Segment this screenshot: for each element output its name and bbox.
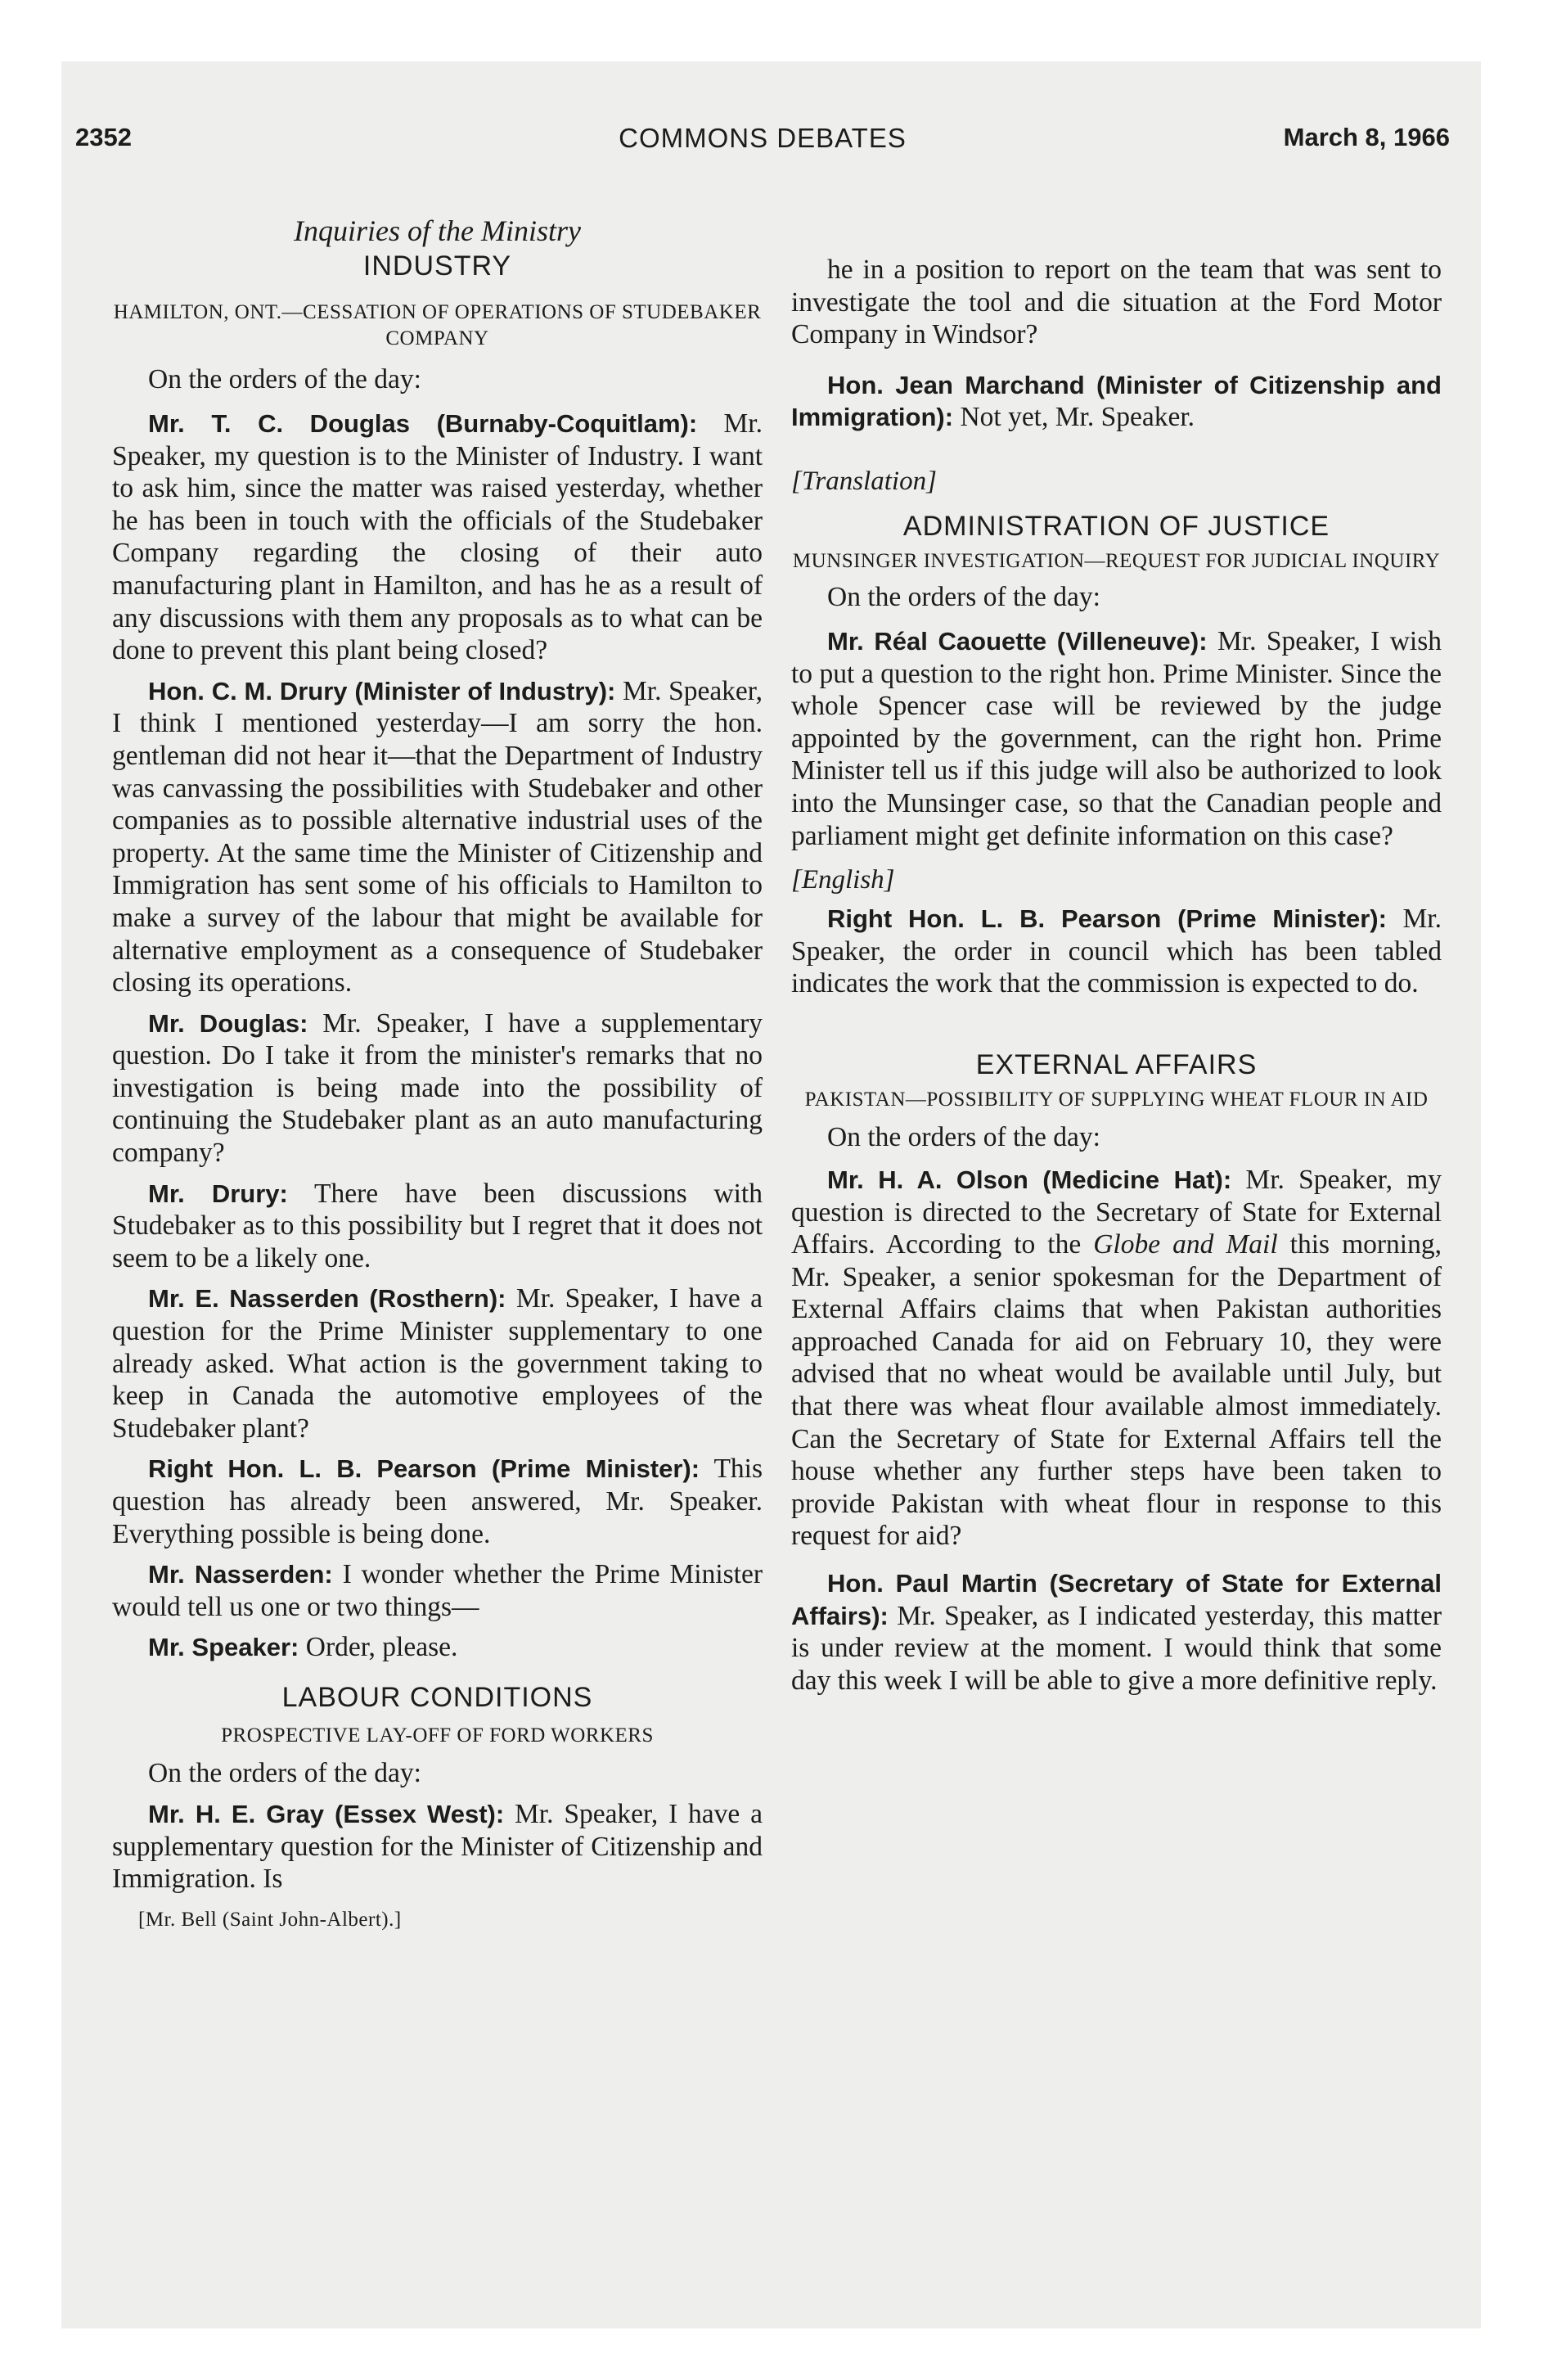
speech-text: Mr. Speaker, as I indicated yesterday, this matter is under review at the moment. I would think that some day this week I will be able to give a more definitive reply. (791, 1600, 1442, 1696)
speech-gray-continued: he in a position to report on the team that was sent to investigate the tool and die situation at the Ford Motor Company in Windsor? (791, 255, 1442, 350)
orders-of-day: On the orders of the day: (148, 1757, 421, 1788)
orders-of-day: On the orders of the day: (827, 581, 1100, 612)
subheading-pakistan-wheat: PAKISTAN—POSSIBILITY OF SUPPLYING WHEAT FLOUR IN AID (804, 1088, 1429, 1111)
speech-text: Mr. Speaker, I wish to put a question to the right hon. Prime Minister. Since the whole Spencer case will be reviewed by the judge appointed by the government, can the right hon. Prime Minister tell us if this judge will also be authorized to look into the Munsinger case, so that the Canadian people and parliament might get definite information on this case? (791, 625, 1442, 851)
section-label-inquiries: Inquiries of the Ministry (294, 214, 581, 247)
speech-text: Mr. Speaker, I have a question for the Prime Minister supplementary to one already asked. What action is the government taking to keep in Canada the automotive employees of the Studebaker plant? (112, 1283, 763, 1444)
speech-text: Mr. Speaker, the order in council which has been tabled indicates the work that the commission is expected to do. (791, 904, 1442, 999)
speaker-name: Mr. Speaker: (148, 1633, 299, 1662)
orders-of-day: On the orders of the day: (827, 1121, 1100, 1152)
right-column (791, 254, 1442, 1697)
heading-industry: INDUSTRY (362, 250, 512, 282)
speaker-name: Mr. Réal Caouette (Villeneuve): (827, 626, 1208, 656)
speech-text: Order, please. (305, 1632, 458, 1663)
heading-administration-of-justice: ADMINISTRATION OF JUSTICE (902, 510, 1330, 542)
speaker-name: Mr. E. Nasserden (Rosthern): (148, 1284, 506, 1314)
newspaper-title: Globe and Mail (1093, 1229, 1278, 1260)
speaker-name: Hon. C. M. Drury (Minister of Industry): (148, 676, 616, 705)
subheading-studebaker: HAMILTON, ONT.—CESSATION OF OPERATIONS OF STUDEBAKER COMPANY (113, 301, 762, 349)
speech-text: Mr. Speaker, I have a supplementary question for the Minister of Citizenship and Immigration. Is (112, 1798, 763, 1895)
speech-text: Not yet, Mr. Speaker. (960, 402, 1195, 433)
speaker-name: Mr. H. E. Gray (Essex West): (148, 1799, 505, 1828)
speech-caouette (791, 625, 1442, 852)
speaker-name: Hon. Paul Martin (Secretary of State for External Affairs): (791, 1569, 1442, 1630)
issue-date: March 8, 1966 (1283, 123, 1450, 151)
speech-text: Mr. Speaker, my question is directed to the Secretary of State for External Affairs. According to the (791, 1164, 1442, 1260)
subheading-munsinger: MUNSINGER INVESTIGATION—REQUEST FOR JUDICIAL INQUIRY (792, 549, 1441, 572)
speaker-name: Mr. T. C. Douglas (Burnaby-Coquitlam): (148, 409, 698, 438)
speech-pearson-justice (791, 903, 1442, 1000)
speech-douglas-supplementary (112, 1007, 763, 1170)
speech-douglas (112, 408, 763, 667)
translation-marker: [Translation] (791, 466, 937, 496)
speech-speaker (112, 1631, 763, 1664)
speech-martin (791, 1567, 1442, 1697)
speaker-name: Mr. Nasserden: (148, 1560, 333, 1589)
speaker-name: Right Hon. L. B. Pearson (Prime Minister): (827, 904, 1387, 934)
speaker-name: Mr. Douglas: (148, 1008, 308, 1038)
speech-drury (112, 675, 763, 999)
speech-text: Mr. Speaker, my question is to the Minister of Industry. I want to ask him, since the matter was raised yesterday, whether he has been in touch with the officials of the Studebaker Company regarding the closing of their auto manufacturing plant in Hamilton, and has he as a result of any discussions with them any proposals as to what can be done to prevent this plant being closed? (112, 408, 763, 666)
english-marker: [English] (791, 865, 895, 895)
running-footer: [Mr. Bell (Saint John-Albert).] (138, 1908, 402, 1931)
speech-text: Mr. Speaker, I have a supplementary question. Do I take it from the minister's remarks that no investigation is being made into the possibility of continuing the Studebaker plant as an auto manufacturing company? (112, 1007, 763, 1169)
speech-text: There have been discussions with Studebaker as to this possibility but I regret that it does not seem to be a likely one. (112, 1178, 763, 1273)
page-number: 2352 (75, 123, 132, 151)
heading-external-affairs: EXTERNAL AFFAIRS (975, 1048, 1258, 1080)
speech-text: This question has already been answered, Mr. Speaker. Everything possible is being done. (112, 1454, 763, 1549)
speaker-name: Right Hon. L. B. Pearson (Prime Minister): (148, 1454, 700, 1484)
speech-marchand (791, 369, 1442, 434)
speech-text: this morning, Mr. Speaker, a senior spokesman for the Department of External Affairs claims that when Pakistan authorities approached Canada for aid on February 10, they were advised that no wheat would be available until July, but that there was wheat flour available almost immediately. Can the Secretary of State for External Affairs tell the house whether any further steps have been taken to provide Pakistan with wheat flour in response to this request for aid? (791, 1229, 1442, 1552)
running-head (75, 123, 1450, 164)
heading-labour-conditions: LABOUR CONDITIONS (281, 1681, 593, 1713)
speech-nasserden-followup (112, 1558, 763, 1623)
subheading-ford-layoff: PROSPECTIVE LAY-OFF OF FORD WORKERS (221, 1724, 654, 1747)
speaker-name: Hon. Jean Marchand (Minister of Citizenship and Immigration): (791, 370, 1442, 432)
speaker-name: Mr. Drury: (148, 1179, 288, 1208)
left-column (112, 213, 763, 1933)
orders-of-day: On the orders of the day: (148, 364, 421, 394)
speech-pearson (112, 1453, 763, 1550)
speech-drury-reply (112, 1178, 763, 1275)
speech-text: Mr. Speaker, I think I mentioned yesterday—I am sorry the hon. gentleman did not hear it—that the Department of Industry was canvassing the possibilities with Studebaker and other companies as to possible alternative industrial uses of the property. At the same time the Minister of Citizenship and Immigration has sent some of his officials to Hamilton to make a survey of the labour that might be available for alternative employment as a consequence of Studebaker closing its operations. (112, 675, 763, 998)
publication-title: COMMONS DEBATES (619, 123, 907, 153)
speech-gray (112, 1798, 763, 1895)
speech-nasserden (112, 1282, 763, 1445)
speech-olson (791, 1164, 1442, 1553)
speaker-name: Mr. H. A. Olson (Medicine Hat): (827, 1165, 1232, 1194)
speech-text: I wonder whether the Prime Minister would tell us one or two things— (112, 1559, 763, 1622)
